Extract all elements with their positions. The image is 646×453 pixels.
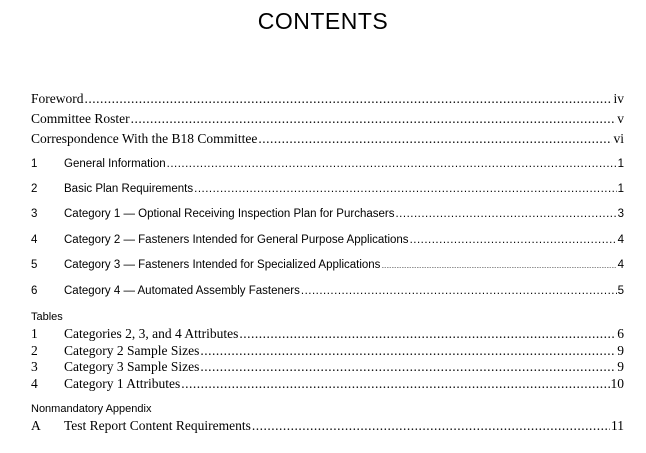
leader-dots bbox=[200, 343, 616, 359]
toc-entry-page: 1 bbox=[617, 183, 624, 195]
toc-entry-committee-roster[interactable] bbox=[31, 111, 624, 127]
toc-entry-label: General Information bbox=[64, 158, 166, 170]
toc-entry-page: 9 bbox=[617, 359, 624, 374]
toc-entry-number: 2 bbox=[31, 183, 38, 195]
toc-entry-section-4[interactable] bbox=[31, 234, 624, 246]
leader-dots bbox=[181, 376, 609, 392]
toc-entry-section-1[interactable] bbox=[31, 158, 624, 170]
toc-entry-section-3[interactable] bbox=[31, 208, 624, 220]
toc-entry-appendix-a[interactable] bbox=[31, 418, 624, 434]
toc-entry-label: Category 1 Attributes bbox=[64, 376, 181, 391]
leader-dots bbox=[395, 208, 616, 220]
toc-entry-label: Category 4 — Automated Assembly Fasteners bbox=[64, 285, 300, 297]
toc-entry-page: iv bbox=[613, 91, 624, 106]
toc-entry-page: 4 bbox=[617, 234, 624, 246]
toc-entry-label: Category 1 — Optional Receiving Inspection Plan for Purchasers bbox=[64, 208, 395, 220]
toc-entry-label: Category 2 — Fasteners Intended for General Purpose Applications bbox=[64, 234, 409, 246]
leader-dots bbox=[258, 131, 612, 147]
toc-entry-page: 3 bbox=[617, 208, 624, 220]
toc-entry-label: Test Report Content Requirements bbox=[64, 418, 251, 433]
toc-entry-table-1[interactable] bbox=[31, 326, 624, 342]
leader-dots bbox=[252, 418, 610, 434]
toc-entry-number: A bbox=[31, 418, 41, 433]
toc-entry-section-2[interactable] bbox=[31, 183, 624, 195]
toc-entry-label: Category 3 — Fasteners Intended for Specialized Applications bbox=[64, 259, 381, 271]
page-title: CONTENTS bbox=[257, 8, 389, 34]
leader-dots bbox=[381, 259, 616, 271]
toc-entry-section-6[interactable] bbox=[31, 285, 624, 297]
leader-dots bbox=[85, 91, 613, 107]
toc-entry-page: 6 bbox=[617, 326, 624, 341]
toc-entry-number: 4 bbox=[31, 376, 38, 391]
leader-dots bbox=[239, 326, 616, 342]
toc-entry-page: 1 bbox=[617, 158, 624, 170]
toc-entry-number: 1 bbox=[31, 158, 38, 170]
toc-entry-page: 9 bbox=[617, 343, 624, 358]
toc-entry-label: Category 2 Sample Sizes bbox=[64, 343, 200, 358]
leader-dots bbox=[301, 285, 617, 297]
toc-entry-number: 5 bbox=[31, 259, 38, 271]
toc-entry-number: 1 bbox=[31, 326, 38, 341]
toc-entry-number: 6 bbox=[31, 285, 38, 297]
toc-entry-page: vi bbox=[613, 131, 624, 146]
toc-entry-number: 4 bbox=[31, 234, 38, 246]
toc-entry-page: v bbox=[617, 111, 624, 126]
tables-heading: Tables bbox=[31, 311, 63, 323]
toc-entry-number: 3 bbox=[31, 208, 38, 220]
toc-entry-table-2[interactable] bbox=[31, 343, 624, 359]
toc-entry-label: Category 3 Sample Sizes bbox=[64, 359, 200, 374]
toc-entry-label: Committee Roster bbox=[31, 111, 130, 126]
toc-entry-label: Correspondence With the B18 Committee bbox=[31, 131, 258, 146]
toc-entry-number: 2 bbox=[31, 343, 38, 358]
toc-entry-table-4[interactable] bbox=[31, 376, 624, 392]
leader-dots bbox=[194, 183, 616, 195]
toc-entry-page: 5 bbox=[617, 285, 624, 297]
leader-dots bbox=[200, 359, 616, 375]
toc-entry-label: Foreword bbox=[31, 91, 84, 106]
toc-entry-section-5[interactable] bbox=[31, 259, 624, 271]
toc-entry-page: 11 bbox=[611, 418, 624, 433]
toc-entry-page: 4 bbox=[617, 259, 624, 271]
toc-entry-label: Categories 2, 3, and 4 Attributes bbox=[64, 326, 239, 341]
leader-dots bbox=[410, 234, 617, 246]
toc-entry-page: 10 bbox=[610, 376, 624, 391]
leader-dots bbox=[131, 111, 617, 127]
toc-entry-label: Basic Plan Requirements bbox=[64, 183, 194, 195]
toc-entry-number: 3 bbox=[31, 359, 38, 374]
toc-entry-correspondence[interactable] bbox=[31, 131, 624, 147]
appendix-heading: Nonmandatory Appendix bbox=[31, 403, 152, 415]
toc-entry-foreword[interactable] bbox=[31, 91, 624, 107]
leader-dots bbox=[167, 158, 617, 170]
toc-entry-table-3[interactable] bbox=[31, 359, 624, 375]
